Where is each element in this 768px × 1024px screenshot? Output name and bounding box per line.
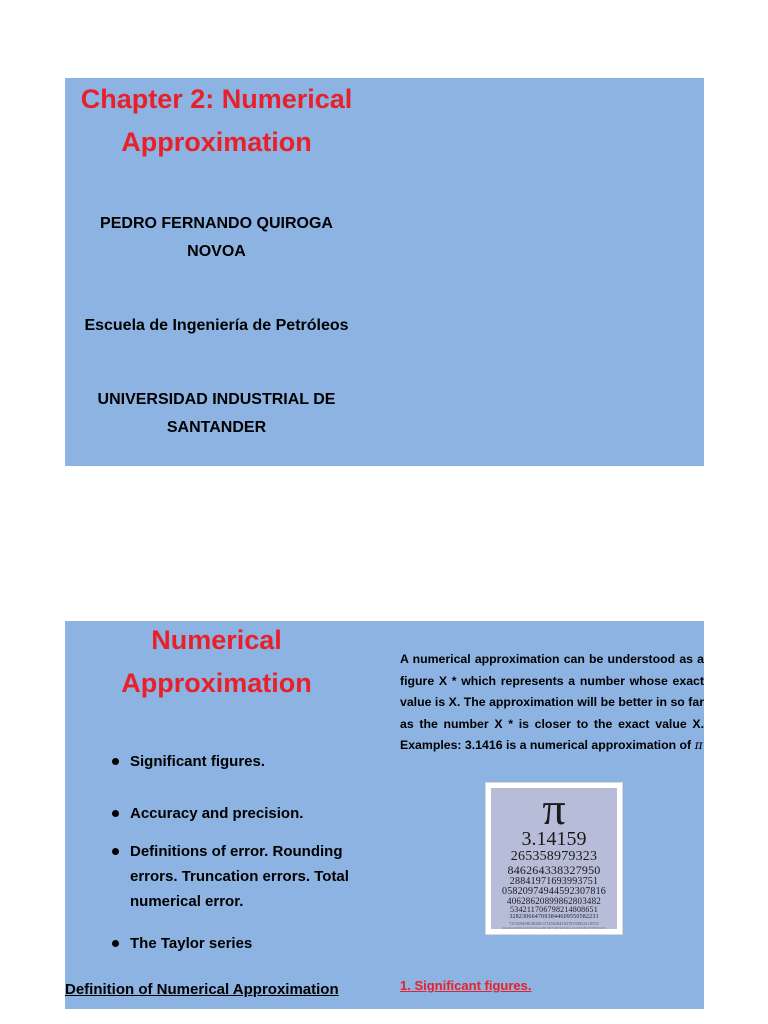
pi-digit-row: 265358979323: [510, 849, 598, 864]
author-name: PEDRO FERNANDO QUIROGA NOVOA: [100, 215, 333, 260]
pi-value: 3.14159: [521, 828, 587, 850]
pi-digit-row: 72535940812848111745028410270193852110555: [509, 921, 599, 926]
university-name: UNIVERSIDAD INDUSTRIAL DE SANTANDER: [97, 391, 336, 436]
list-item: Definitions of error. Rounding errors. Truncation errors. Total numerical error.: [109, 839, 379, 914]
pi-symbol: π: [694, 738, 703, 752]
pi-digit-row: 05820974944592307816: [502, 886, 606, 897]
slide-title: Numerical Approximation: [121, 625, 312, 698]
pi-digit-row: 3282306647093844609550582231: [509, 914, 599, 920]
pi-glyph: π: [542, 788, 566, 834]
pi-digit-row: 846264338327950: [507, 863, 601, 877]
definition-heading: Definition of Numerical Approximation: [65, 981, 339, 998]
pi-digit-row: 40628620899862803482: [507, 896, 601, 906]
definition-paragraph: A numerical approximation can be understood as a figure X * which represents a number whose exact value is X. The approximation will be better in so far as the number X * is closer to the exact value X. Examples: 3.1416 is a numerical approximation of π: [400, 652, 704, 752]
pi-image-inner: [491, 788, 617, 929]
topic-list: [109, 749, 379, 956]
pi-digit-row: 9644622948954930381964428810975665933446128475648233786783165: [502, 926, 606, 929]
list-item: Accuracy and precision.: [109, 801, 379, 826]
chapter-title: Chapter 2: Numerical Approximation: [80, 84, 353, 157]
pi-digit-row: 28841971693993751: [509, 876, 599, 887]
significant-figures-heading: 1. Significant figures.: [400, 978, 532, 993]
content-slide: [65, 621, 704, 1009]
title-slide: [65, 78, 704, 466]
pi-digits-image: [485, 782, 623, 935]
list-item: Significant figures.: [109, 749, 379, 774]
school-name: Escuela de Ingeniería de Petróleos: [84, 317, 349, 334]
pi-digit-row: 534211706798214808651: [510, 905, 598, 914]
list-item: The Taylor series: [109, 931, 379, 956]
